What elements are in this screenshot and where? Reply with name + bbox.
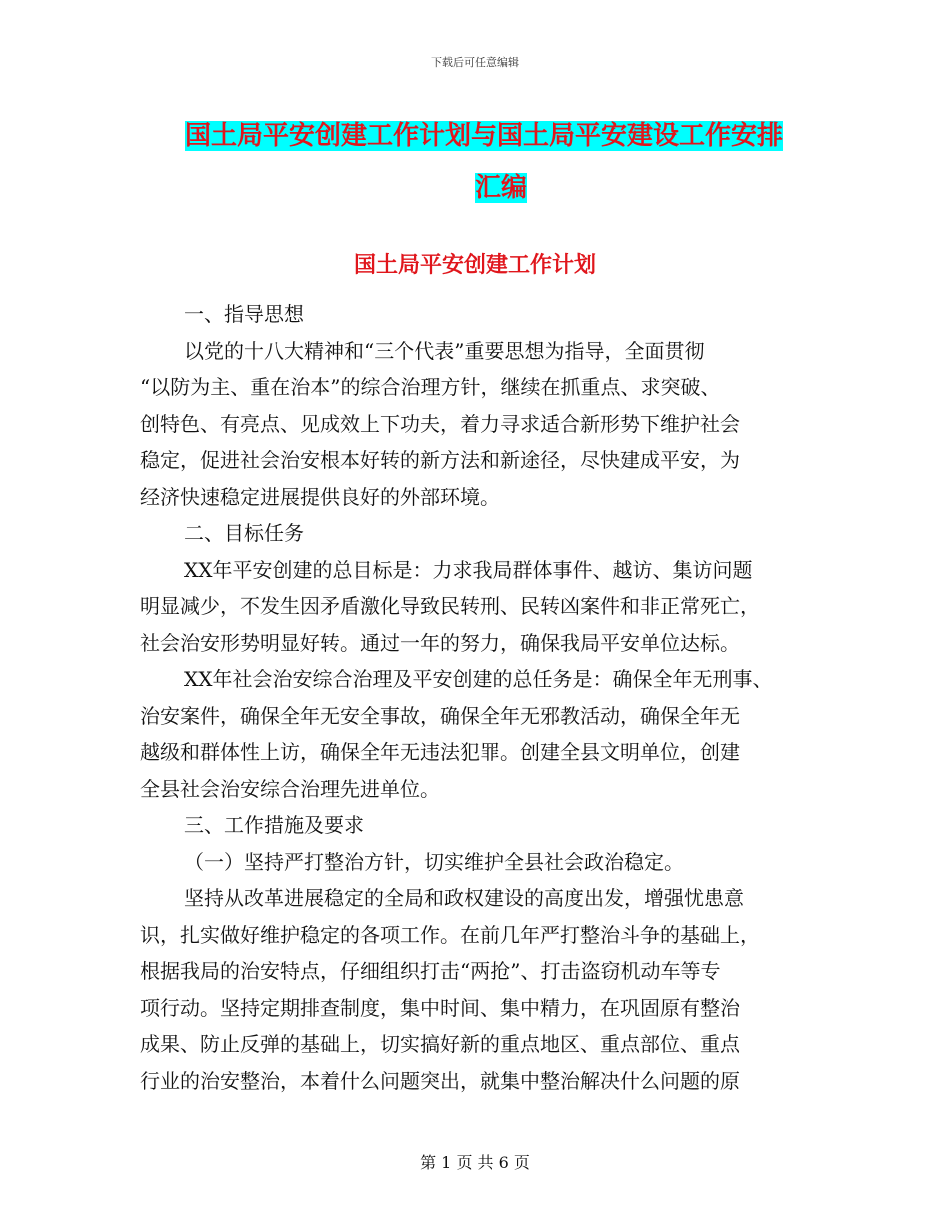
body-line: XX年平安创建的总目标是：力求我局群体事件、越访、集访问题 <box>184 557 753 582</box>
body-line: 根据我局的治安特点，仔细组织打击“两抢”、打击盗窃机动车等专 <box>140 959 721 983</box>
heading-targets: 二、目标任务 <box>184 521 304 545</box>
body-text <box>140 296 820 1099</box>
document-title-line-2: 汇编 <box>475 173 528 203</box>
body-line: 稳定，促进社会治安根本好转的新方法和新途径，尽快建成平安，为 <box>140 448 740 472</box>
body-line: 项行动。坚持定期排查制度，集中时间、集中精力，在巩固原有整治 <box>140 995 740 1020</box>
body-line: XX年社会治安综合治理及平安创建的总任务是：确保全年无刑事、 <box>184 667 773 691</box>
body-line: 成果、防止反弹的基础上，切实搞好新的重点地区、重点部位、重点 <box>140 1032 740 1056</box>
subheading-1: （一）坚持严打整治方针，切实维护全县社会政治稳定。 <box>184 849 684 874</box>
document-title-line-1: 国土局平安创建工作计划与国土局平安建设工作安排 <box>185 121 784 151</box>
body-line: 经济快速稳定进展提供良好的外部环境。 <box>140 484 500 509</box>
section-title: 国土局平安创建工作计划 <box>353 252 596 278</box>
body-line: 明显减少，不发生因矛盾激化导致民转刑、民转凶案件和非正常死亡， <box>140 594 760 618</box>
body-line: 以党的十八大精神和“三个代表”重要思想为指导，全面贯彻 <box>184 338 705 363</box>
body-line: “以防为主、重在治本”的综合治理方针，继续在抓重点、求突破、 <box>140 375 721 399</box>
header-note: 下载后可任意编辑 <box>431 56 519 69</box>
document-title <box>185 110 825 214</box>
body-line: 创特色、有亮点、见成效上下功夫，着力寻求适合新形势下维护社会 <box>140 411 740 436</box>
body-line: 识，扎实做好维护稳定的各项工作。在前几年严打整治斗争的基础上， <box>140 922 760 947</box>
body-line: 行业的治安整治，本着什么问题突出，就集中整治解决什么问题的原 <box>140 1068 740 1093</box>
body-line: 全县社会治安综合治理先进单位。 <box>140 776 440 801</box>
body-line: 越级和群体性上访，确保全年无违法犯罪。创建全县文明单位，创建 <box>140 740 740 764</box>
heading-guiding-ideology: 一、指导思想 <box>184 302 304 326</box>
body-line: 坚持从改革进展稳定的全局和政权建设的高度出发，增强忧患意 <box>184 886 744 910</box>
body-line: 治安案件，确保全年无安全事故，确保全年无邪教活动，确保全年无 <box>140 703 740 728</box>
heading-measures: 三、工作措施及要求 <box>184 813 364 837</box>
page-footer: 第 1 页 共 6 页 <box>420 1153 530 1172</box>
body-line: 社会治安形势明显好转。通过一年的努力，确保我局平安单位达标。 <box>140 630 740 655</box>
